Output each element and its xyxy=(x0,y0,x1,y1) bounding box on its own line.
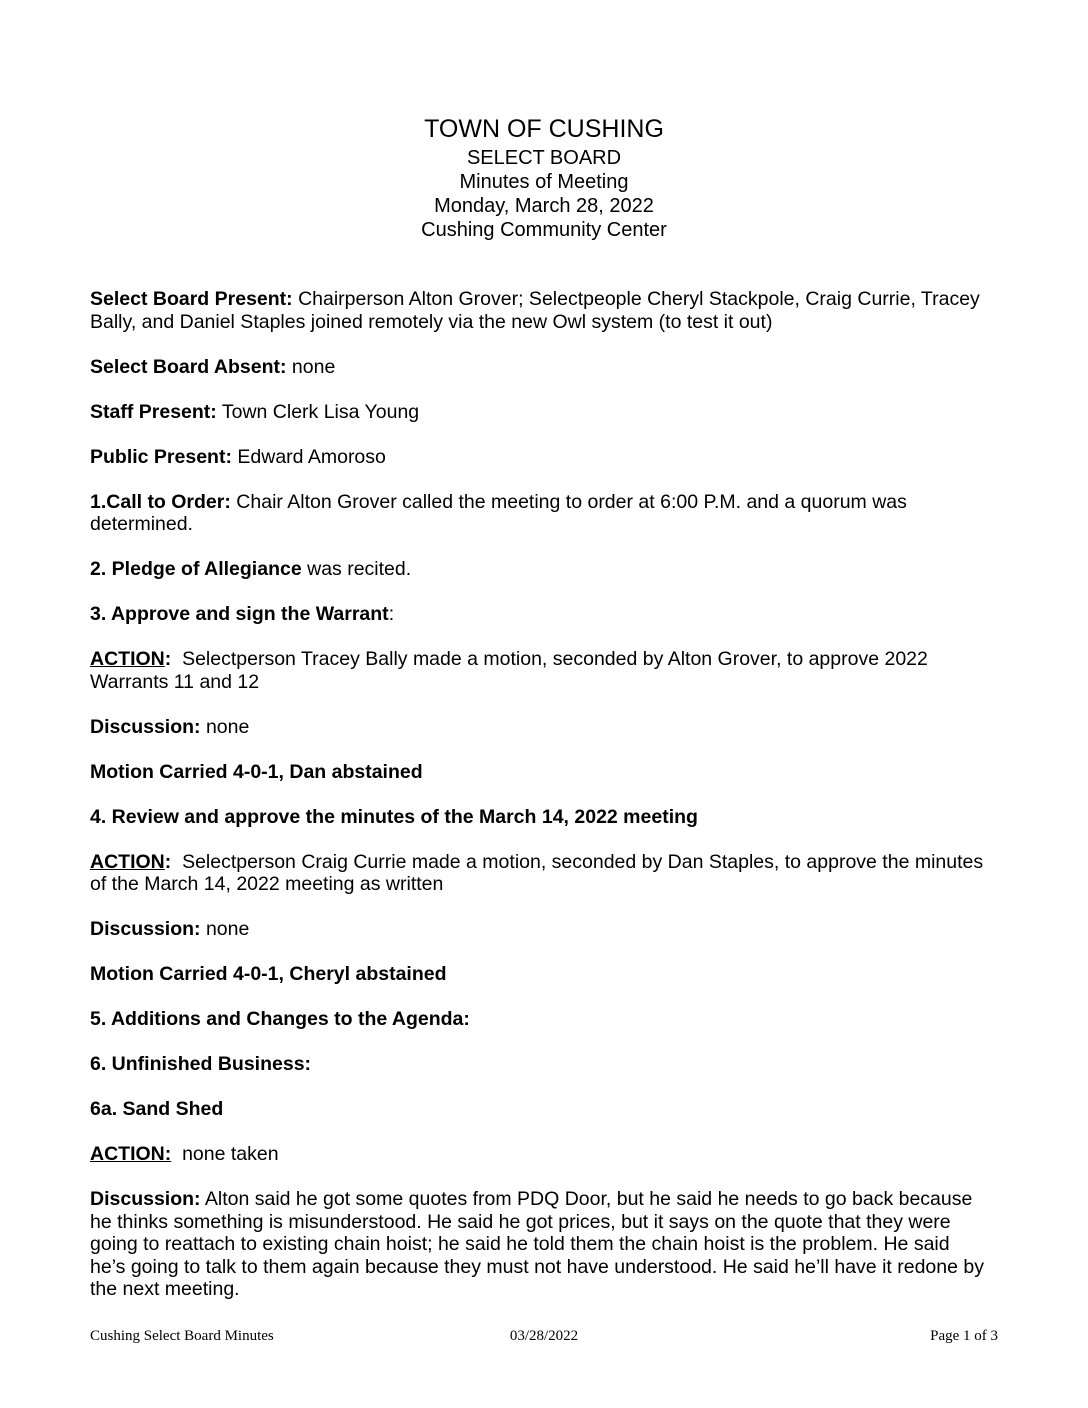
footer-page-number: Page 1 of 3 xyxy=(930,1328,999,1344)
document-subtitle-board: SELECT BOARD xyxy=(466,147,622,169)
document-subtitle-minutes: Minutes of Meeting xyxy=(459,171,629,193)
paragraph-action-sand-shed xyxy=(90,1143,990,1166)
paragraph-call-to-order xyxy=(90,491,990,536)
text-select-board-present: Chairperson Alton Grover; Selectpeople Cheryl Stackpole, Craig Currie, Tracey Bally, and Daniel Staples joined remotely via the new Owl system (to test it out) xyxy=(90,288,986,333)
label-select-board-absent: Select Board Absent: xyxy=(90,355,287,378)
text-public-present: Edward Amoroso xyxy=(231,445,386,468)
text-call-to-order: Chair Alton Grover called the meeting to order at 6:00 P.M. and a quorum was determined. xyxy=(90,490,913,535)
label-discussion-warrant: Discussion: xyxy=(90,715,201,738)
text-action-minutes: Selectperson Craig Currie made a motion, seconded by Dan Staples, to approve the minutes of the March 14, 2022 meeting as written xyxy=(90,850,989,895)
paragraph-public-present xyxy=(90,446,990,469)
paragraph-select-board-absent xyxy=(90,356,990,379)
text-discussion-sand-shed: Alton said he got some quotes from PDQ Door, but he said he needs to go back because he thinks something is misunderstood. He said he got prices, but it says on the quote that they were going to reattach to existing chain hoist; he said he told them the chain hoist is the problem. He said he’s going to talk to them again because they must not have understood. He said he’ll have it redone by the next meeting. xyxy=(90,1188,990,1300)
paragraph-discussion-sand-shed xyxy=(90,1188,990,1301)
label-discussion-sand-shed: Discussion: xyxy=(90,1188,201,1210)
text-staff-present: Town Clerk Lisa Young xyxy=(216,400,420,423)
paragraph-staff-present xyxy=(90,401,990,424)
label-action-minutes: ACTION xyxy=(90,850,165,873)
motion-carried-warrant-text: Motion Carried 4-0-1, Dan abstained xyxy=(90,760,423,783)
document-subtitle-date: Monday, March 28, 2022 xyxy=(434,195,654,217)
text-action-warrant: Selectperson Tracey Bally made a motion, seconded by Alton Grover, to approve 2022 Warrants 11 and 12 xyxy=(90,648,934,693)
label-action-minutes-colon: : xyxy=(164,850,172,873)
document-subtitle-location: Cushing Community Center xyxy=(421,219,667,241)
heading-unfinished-business-text: 6. Unfinished Business: xyxy=(90,1053,312,1075)
heading-sand-shed xyxy=(90,1098,990,1121)
document-header xyxy=(0,0,1088,242)
document-footer xyxy=(90,1327,998,1345)
paragraph-action-minutes xyxy=(90,851,990,896)
heading-additions xyxy=(90,1008,990,1031)
document-body xyxy=(90,288,990,1301)
text-discussion-minutes: none xyxy=(200,918,250,940)
label-pledge: 2. Pledge of Allegiance xyxy=(90,558,302,580)
text-action-sand-shed: none taken xyxy=(171,1143,279,1165)
motion-carried-warrant xyxy=(90,761,990,784)
heading-warrant-text: 3. Approve and sign the Warrant xyxy=(90,603,389,625)
heading-review-minutes-text: 4. Review and approve the minutes of the March 14, 2022 meeting xyxy=(90,805,698,828)
text-discussion-warrant: none xyxy=(200,715,250,738)
label-public-present: Public Present: xyxy=(90,445,232,468)
label-action-warrant: ACTION xyxy=(90,648,165,670)
heading-sand-shed-text: 6a. Sand Shed xyxy=(90,1098,224,1120)
label-call-to-order: 1.Call to Order: xyxy=(90,490,231,513)
paragraph-select-board-present xyxy=(90,288,990,333)
paragraph-action-warrant xyxy=(90,648,990,693)
paragraph-discussion-minutes xyxy=(90,918,990,941)
label-action-warrant-colon: : xyxy=(164,648,172,670)
text-pledge: was recited. xyxy=(301,558,412,580)
label-action-sand-shed: ACTION: xyxy=(90,1143,172,1165)
footer-date: 03/28/2022 xyxy=(509,1328,579,1344)
paragraph-pledge xyxy=(90,558,990,581)
heading-additions-text: 5. Additions and Changes to the Agenda: xyxy=(90,1008,470,1030)
label-staff-present: Staff Present: xyxy=(90,400,217,423)
paragraph-discussion-warrant xyxy=(90,716,990,739)
heading-warrant xyxy=(90,603,990,626)
label-select-board-present: Select Board Present: xyxy=(90,288,293,310)
footer-document-name: Cushing Select Board Minutes xyxy=(90,1328,274,1344)
heading-warrant-colon: : xyxy=(388,603,395,625)
heading-review-minutes xyxy=(90,806,990,829)
document-title: TOWN OF CUSHING xyxy=(424,115,664,143)
motion-carried-minutes-text: Motion Carried 4-0-1, Cheryl abstained xyxy=(90,963,447,985)
motion-carried-minutes xyxy=(90,963,990,986)
heading-unfinished-business xyxy=(90,1053,990,1076)
label-discussion-minutes: Discussion: xyxy=(90,918,201,940)
text-select-board-absent: none xyxy=(286,355,336,378)
